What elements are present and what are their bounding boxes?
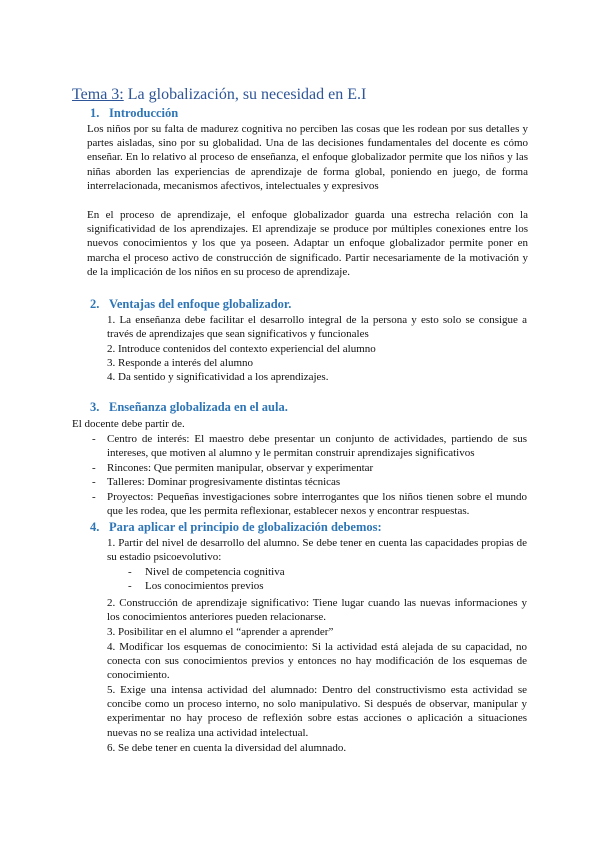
bullet-dash: -: [128, 580, 132, 592]
method-item-centro-interes: Centro de interés: El maestro debe presentar un conjunto de actividades, partiendo de sus intereses, que motiven al alumno y le permitan construir aprendizajes significativos: [107, 433, 527, 460]
principle-item-1: 1. Partir del nivel de desarrollo del alumno. Se debe tener en cuenta las capacidades propias de su estadio psicoevolutivo:: [107, 537, 527, 564]
method-item-rincones: Rincones: Que permiten manipular, observar y experimentar: [107, 462, 374, 474]
section-3-heading: 3. Enseñanza globalizada en el aula.: [90, 400, 288, 414]
bullet-dash: -: [92, 491, 96, 503]
bullet-dash: -: [92, 462, 96, 474]
principle-item-4: 4. Modificar los esquemas de conocimiento: Si la actividad está alejada de su capacidad, no conecta con sus conocimientos previos y entonces no hay modificación de los esquemas de conocimiento.: [107, 641, 527, 682]
principle-item-6: 6. Se debe tener en cuenta la diversidad del alumnado.: [107, 742, 347, 754]
title-prefix: Tema 3:: [72, 86, 124, 103]
principle-item-3: 3. Posibilitar en el alumno el “aprender a aprender”: [107, 626, 334, 638]
section-3-intro: El docente debe partir de.: [72, 418, 185, 430]
intro-paragraph-1: Los niños por su falta de madurez cognitiva no perciben las cosas que les rodean por sus detalles y partes aisladas, sino por su globalidad. Una de las decisiones fundamentales del docente es cómo enseñar. En lo relativo al proceso de enseñanza, el enfoque globalizador permite que los niños y las niñas aborden las experiencias de aprendizaje de forma global, poniendo en juego, de forma interrelacionada, mecanismos afectivos, intelectuales y expresivos: [87, 123, 528, 192]
bullet-dash: -: [128, 566, 132, 578]
title-text: La globalización, su necesidad en E.I: [127, 86, 367, 103]
principle-item-2: 2. Construcción de aprendizaje significativo: Tiene lugar cuando las nuevas informaciones y los conocimientos anteriores pueden relacionarse.: [107, 597, 527, 624]
principle-subitem-1: Nivel de competencia cognitiva: [145, 566, 285, 578]
intro-paragraph-2: En el proceso de aprendizaje, el enfoque globalizador guarda una estrecha relación con la significatividad de los aprendizajes. El aprendizaje se produce por múltiples conexiones entre los nuevos conocimientos y los que ya poseen. Adaptar un enfoque globalizador permite poner en marcha el proceso activo de construcción de significado. Partir necesariamente de la motivación y de la implicación de los niños en su proceso de aprendizaje.: [87, 209, 528, 278]
bullet-dash: -: [92, 476, 96, 488]
advantage-item-3: 3. Responde a interés del alumno: [107, 357, 254, 369]
principle-item-5: 5. Exige una intensa actividad del alumnado: Dentro del constructivismo esta actividad se concibe como un proceso interno, no solo manipulativo. Si después de observar, manipular y experimentar no hay proceso de reflexión sobre estas acciones o aplicación a situaciones nuevas no se realiza una actividad intelectual.: [107, 684, 527, 739]
advantage-item-1: 1. La enseñanza debe facilitar el desarrollo integral de la persona y esto solo se consigue a través de aprendizajes que sean significativos y funcionales: [107, 314, 527, 341]
advantage-item-2: 2. Introduce contenidos del contexto experiencial del alumno: [107, 343, 376, 355]
method-item-talleres: Talleres: Dominar progresivamente distintas técnicas: [107, 476, 341, 488]
page-title: [72, 86, 366, 104]
method-item-proyectos: Proyectos: Pequeñas investigaciones sobre interrogantes que los niños tienen sobre el mundo que les rodea, que les permita reflexionar, establecer nexos y encontrar respuestas.: [107, 491, 527, 518]
advantage-item-4: 4. Da sentido y significatividad a los aprendizajes.: [107, 371, 329, 383]
section-4-heading: 4. Para aplicar el principio de globalización debemos:: [90, 520, 382, 534]
principle-subitem-2: Los conocimientos previos: [145, 580, 264, 592]
section-2-heading: 2. Ventajas del enfoque globalizador.: [90, 297, 292, 311]
bullet-dash: -: [92, 433, 96, 445]
section-1-heading: 1. Introducción: [90, 106, 179, 120]
